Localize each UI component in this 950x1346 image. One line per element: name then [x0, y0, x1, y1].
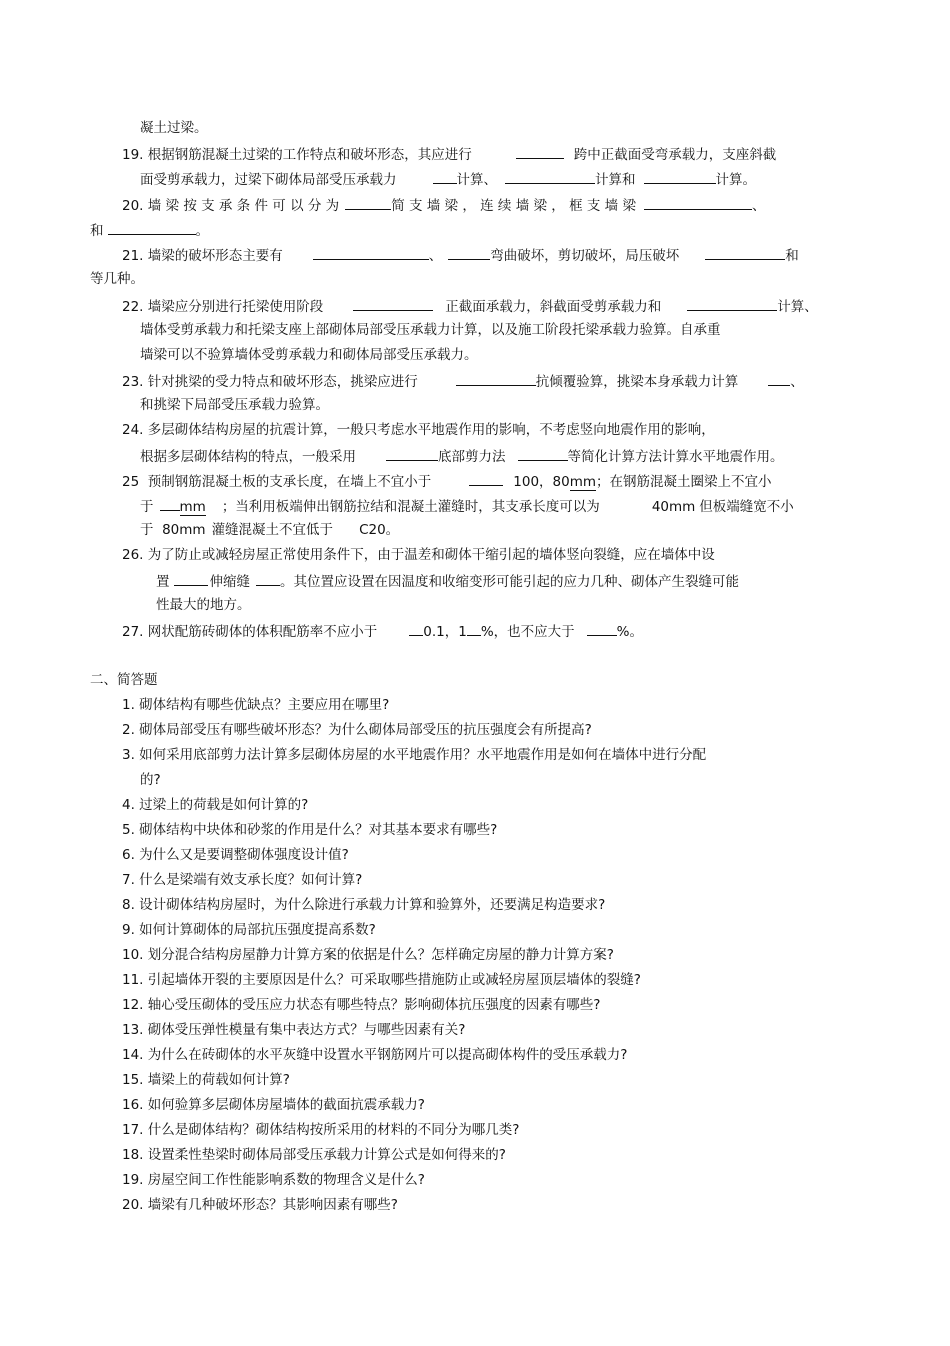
text: 计算、 — [456, 172, 497, 188]
text: 。其位置应设置在因温度和收缩变形可能引起的应力几种、砌体产生裂缝可能 — [280, 574, 739, 590]
question-23-line-2 — [140, 396, 329, 414]
text: 。 — [385, 522, 400, 538]
question-item: 5. 砌体结构中块体和砂浆的作用是什么？对其基本要求有哪些? — [122, 822, 498, 838]
text: 于 — [140, 499, 154, 515]
answer-blank[interactable] — [516, 144, 564, 159]
question-item: 3. 如何采用底部剪力法计算多层砌体房屋的水平地震作用？水平地震作用是如何在墙体中进行分配 — [122, 747, 707, 763]
answer-blank[interactable] — [768, 371, 790, 386]
answer-blank[interactable] — [409, 621, 423, 636]
question-item: 17. 什么是砌体结构？砌体结构按所采用的材料的不同分为哪几类? — [122, 1122, 520, 1138]
text: 置 — [156, 574, 170, 590]
text: 计算和 — [595, 172, 636, 188]
answer-blank[interactable] — [345, 195, 391, 210]
question-22-line-1 — [122, 296, 818, 316]
text: 27. 网状配筋砖砌体的体积配筋率不应小于 — [122, 624, 378, 640]
text: 24. 多层砌体结构房屋的抗震计算，一般只考虑水平地震作用的影响，不考虑竖向地震作用的影响， — [122, 422, 715, 438]
text: 性最大的地方。 — [156, 597, 251, 613]
answer-blank[interactable] — [705, 245, 785, 260]
question-item: 2. 砌体局部受压有哪些破坏形态？为什么砌体局部受压的抗压强度会有所提高? — [122, 722, 592, 738]
question-item: 7. 什么是梁端有效支承长度？如何计算? — [122, 872, 363, 888]
text: %。 — [616, 624, 643, 640]
answer-blank[interactable] — [448, 245, 490, 260]
text: 正截面承载力，斜截面受剪承载力和 — [445, 299, 662, 315]
answer-blank[interactable] — [313, 245, 429, 260]
section-heading: 二、简答题 — [90, 672, 158, 688]
text: 等几种。 — [90, 271, 144, 287]
question-item: 1. 砌体结构有哪些优缺点？主要应用在哪里? — [122, 697, 390, 713]
question-item: 19. 房屋空间工作性能影响系数的物理含义是什么? — [122, 1172, 425, 1188]
answer-blank[interactable] — [386, 446, 438, 461]
question-item: 12. 轴心受压砌体的受压应力状态有哪些特点？影响砌体抗压强度的因素有哪些? — [122, 997, 601, 1013]
text: 伸缩缝 — [209, 574, 250, 590]
answer-blank[interactable] — [456, 371, 536, 386]
answer-blank[interactable] — [160, 496, 180, 511]
text: 、 — [428, 248, 443, 264]
question-19-line-1 — [122, 144, 776, 164]
text: 弯曲破坏，剪切破坏，局压破坏 — [490, 248, 680, 264]
answer-blank[interactable] — [256, 571, 280, 586]
question-26-line-1 — [122, 546, 715, 564]
text: 简 支 墙 梁 ， 连 续 墙 梁 ， 框 支 墙 梁 — [391, 198, 636, 214]
answer-blank[interactable] — [505, 169, 595, 184]
question-23-line-1 — [122, 371, 804, 391]
answer-blank[interactable] — [644, 169, 716, 184]
text: 20. 墙 梁 按 支 承 条 件 可 以 分 为 — [122, 198, 340, 214]
question-26-line-2 — [156, 571, 739, 591]
question-item-continuation: 的? — [140, 772, 161, 788]
question-21-line-1 — [122, 245, 799, 265]
question-item: 8. 设计砌体结构房屋时，为什么除进行承载力计算和验算外，还要满足构造要求? — [122, 897, 606, 913]
text: ；当利用板端伸出钢筋拉结和混凝土灌缝时，其支承长度可以为 — [221, 499, 600, 515]
question-25-line-1 — [122, 471, 772, 491]
text: 灌缝混凝土不宜低于 — [211, 522, 334, 538]
text: 21. 墙梁的破坏形态主要有 — [122, 248, 283, 264]
question-19-line-2 — [140, 169, 756, 189]
text: 于 80mm — [140, 522, 206, 538]
question-item: 18. 设置柔性垫梁时砌体局部受压承载力计算公式是如何得来的? — [122, 1147, 506, 1163]
question-item: 13. 砌体受压弹性模量有集中表达方式？与哪些因素有关? — [122, 1022, 466, 1038]
text: %，也不应大于 — [480, 624, 575, 640]
answer-blank[interactable] — [518, 446, 568, 461]
answer-blank[interactable] — [174, 571, 208, 586]
text: 22. 墙梁应分别进行托梁使用阶段 — [122, 299, 324, 315]
question-22-line-2 — [140, 321, 721, 339]
question-item: 15. 墙梁上的荷载如何计算? — [122, 1072, 290, 1088]
text: 跨中正截面受弯承载力，支座斜截 — [573, 147, 777, 163]
question-item: 14. 为什么在砖砌体的水平灰缝中设置水平钢筋网片可以提高砌体构件的受压承载力? — [122, 1047, 628, 1063]
text: 40mm — [651, 499, 696, 515]
text: 但板端缝宽不小 — [699, 499, 794, 515]
text: 23. 针对挑梁的受力特点和破坏形态，挑梁应进行 — [122, 374, 418, 390]
answer-blank[interactable] — [644, 195, 752, 210]
answer-blank[interactable] — [587, 621, 617, 636]
question-20-line-1 — [122, 195, 765, 215]
answer-blank[interactable] — [687, 296, 777, 311]
answer-blank[interactable] — [433, 169, 457, 184]
question-27 — [122, 621, 643, 641]
text: C20 — [359, 522, 386, 538]
text: 25 预制钢筋混凝土板的支承长度，在墙上不宜小于 — [122, 474, 432, 490]
text: 、 — [751, 198, 766, 214]
text: 计算。 — [715, 172, 756, 188]
text: 和 — [90, 223, 104, 239]
question-item: 16. 如何验算多层砌体房屋墙体的截面抗震承载力? — [122, 1097, 425, 1113]
question-24-line-1 — [122, 421, 715, 439]
answer-blank[interactable] — [353, 296, 433, 311]
question-24-line-2 — [140, 446, 784, 466]
text: 面受剪承载力，过梁下砌体局部受压承载力 — [140, 172, 397, 188]
question-item: 6. 为什么又是要调整砌体强度设计值? — [122, 847, 349, 863]
text: 计算、 — [777, 299, 818, 315]
text: 和 — [785, 248, 799, 264]
question-item: 11. 引起墙体开裂的主要原因是什么？可采取哪些措施防止或减轻房屋顶层墙体的裂缝? — [122, 972, 641, 988]
question-25-line-3 — [140, 521, 399, 539]
text: 墙梁可以不验算墙体受剪承载力和砌体局部受压承载力。 — [140, 347, 478, 363]
question-item: 4. 过梁上的荷载是如何计算的? — [122, 797, 309, 813]
text: 。 — [195, 223, 209, 239]
text: 26. 为了防止或减轻房屋正常使用条件下，由于温差和砌体干缩引起的墙体竖向裂缝，应在墙体中设 — [122, 547, 715, 563]
question-item: 20. 墙梁有几种破坏形态？其影响因素有哪些? — [122, 1197, 398, 1213]
question-22-line-3 — [140, 346, 478, 364]
question-item: 9. 如何计算砌体的局部抗压强度提高系数? — [122, 922, 376, 938]
answer-unit[interactable]: mm — [569, 474, 597, 490]
text: 抗倾覆验算，挑梁本身承载力计算 — [535, 374, 739, 390]
text: 和挑梁下局部受压承载力验算。 — [140, 397, 329, 413]
text: 100，80 — [513, 474, 570, 490]
question-26-line-3 — [156, 596, 251, 614]
text: ；在钢筋混凝土圈梁上不宜小 — [596, 474, 772, 490]
text: 墙体受剪承载力和托梁支座上部砌体局部受压承载力计算，以及施工阶段托梁承载力验算。自承重 — [140, 322, 721, 338]
text: 等简化计算方法计算水平地震作用。 — [567, 449, 784, 465]
answer-blank[interactable] — [467, 621, 481, 636]
answer-blank[interactable] — [469, 471, 503, 486]
question-item: 10. 划分混合结构房屋静力计算方案的依据是什么？怎样确定房屋的静力计算方案? — [122, 947, 614, 963]
question-18-continuation — [140, 119, 208, 137]
question-25-line-2 — [140, 496, 794, 516]
text: 、 — [790, 374, 804, 390]
text: 19. 根据钢筋混凝土过梁的工作特点和破坏形态，其应进行 — [122, 147, 472, 163]
text: 底部剪力法 — [438, 449, 506, 465]
question-21-line-2 — [90, 270, 144, 288]
text: 0.1，1 — [423, 624, 467, 640]
text: 根据多层砌体结构的特点，一般采用 — [140, 449, 356, 465]
answer-blank[interactable] — [108, 220, 196, 235]
answer-unit[interactable]: mm — [179, 499, 206, 515]
text: 凝土过梁。 — [140, 120, 208, 136]
question-20-line-2 — [90, 220, 209, 240]
